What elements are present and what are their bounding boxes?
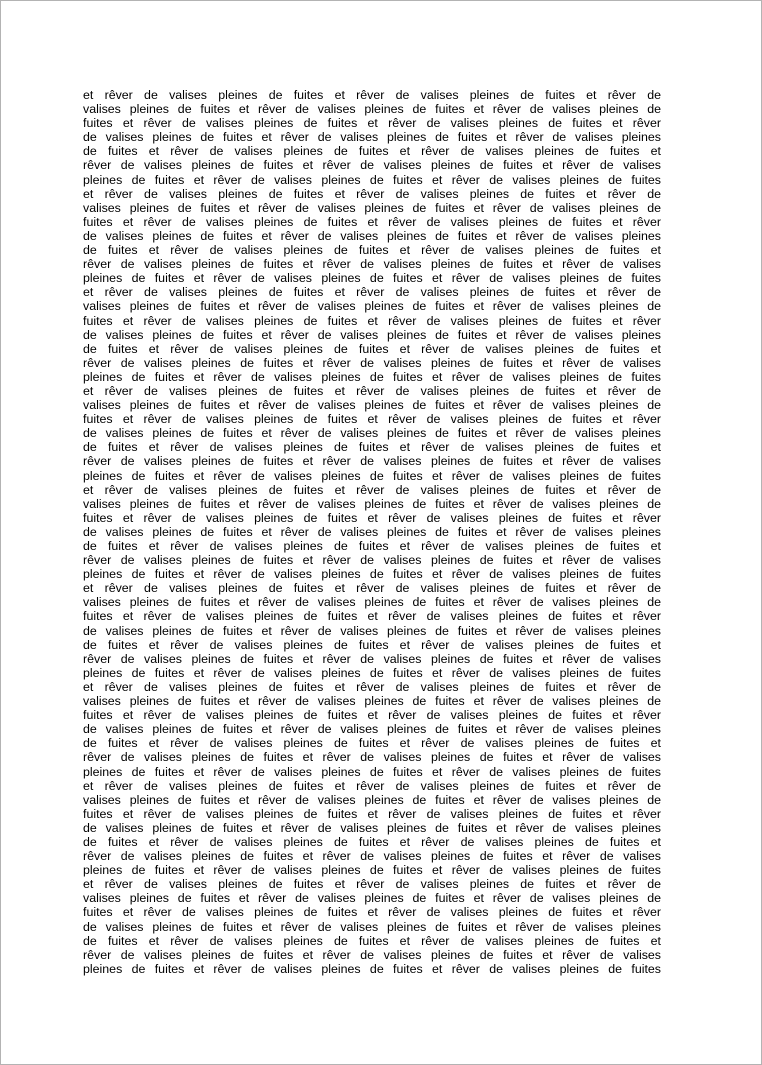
text-line: valises pleines de fuites et rêver de valises pleines de fuites et rêver de valises pleines de [83, 891, 661, 906]
text-line: valises pleines de fuites et rêver de valises pleines de fuites et rêver de valises pleines de [83, 299, 661, 314]
text-line: rêver de valises pleines de fuites et rêver de valises pleines de fuites et rêver de valises [83, 158, 661, 173]
text-line: et rêver de valises pleines de fuites et rêver de valises pleines de fuites et rêver de [83, 581, 661, 596]
text-line: rêver de valises pleines de fuites et rêver de valises pleines de fuites et rêver de valises [83, 849, 661, 864]
text-line: de valises pleines de fuites et rêver de valises pleines de fuites et rêver de valises pleines [83, 623, 661, 638]
text-line: fuites et rêver de valises pleines de fuites et rêver de valises pleines de fuites et rêver [83, 609, 661, 624]
text-line: de fuites et rêver de valises pleines de fuites et rêver de valises pleines de fuites et [83, 144, 661, 159]
text-line: rêver de valises pleines de fuites et rêver de valises pleines de fuites et rêver de valises [83, 750, 661, 765]
text-line: de valises pleines de fuites et rêver de valises pleines de fuites et rêver de valises pleines [83, 426, 661, 441]
text-line: de valises pleines de fuites et rêver de valises pleines de fuites et rêver de valises pleines [83, 228, 661, 243]
text-line: fuites et rêver de valises pleines de fuites et rêver de valises pleines de fuites et rêver [83, 708, 661, 723]
text-line: valises pleines de fuites et rêver de valises pleines de fuites et rêver de valises pleines de [83, 694, 661, 709]
text-line: pleines de fuites et rêver de valises pleines de fuites et rêver de valises pleines de fuites [83, 468, 661, 483]
text-line: fuites et rêver de valises pleines de fuites et rêver de valises pleines de fuites et rêver [83, 905, 661, 920]
text-line: fuites et rêver de valises pleines de fuites et rêver de valises pleines de fuites et rêver [83, 510, 661, 525]
text-line: et rêver de valises pleines de fuites et rêver de valises pleines de fuites et rêver de [83, 88, 661, 102]
text-line: de valises pleines de fuites et rêver de valises pleines de fuites et rêver de valises pleines [83, 130, 661, 145]
text-line: pleines de fuites et rêver de valises pleines de fuites et rêver de valises pleines de fuites [83, 961, 661, 976]
text-line: rêver de valises pleines de fuites et rêver de valises pleines de fuites et rêver de valises [83, 553, 661, 568]
text-line: pleines de fuites et rêver de valises pleines de fuites et rêver de valises pleines de fuites [83, 764, 661, 779]
text-line: de fuites et rêver de valises pleines de fuites et rêver de valises pleines de fuites et [83, 834, 661, 849]
text-line: et rêver de valises pleines de fuites et rêver de valises pleines de fuites et rêver de [83, 186, 661, 201]
text-line: pleines de fuites et rêver de valises pleines de fuites et rêver de valises pleines de fuites [83, 665, 661, 680]
text-line: de fuites et rêver de valises pleines de fuites et rêver de valises pleines de fuites et [83, 440, 661, 455]
text-line: de valises pleines de fuites et rêver de valises pleines de fuites et rêver de valises pleines [83, 722, 661, 737]
text-line: valises pleines de fuites et rêver de valises pleines de fuites et rêver de valises pleines de [83, 102, 661, 117]
text-line: fuites et rêver de valises pleines de fuites et rêver de valises pleines de fuites et rêver [83, 412, 661, 427]
text-line: fuites et rêver de valises pleines de fuites et rêver de valises pleines de fuites et rêver [83, 806, 661, 821]
text-line: de fuites et rêver de valises pleines de fuites et rêver de valises pleines de fuites et [83, 539, 661, 553]
text-line: et rêver de valises pleines de fuites et rêver de valises pleines de fuites et rêver de [83, 383, 661, 398]
text-line: de fuites et rêver de valises pleines de fuites et rêver de valises pleines de fuites et [83, 736, 661, 751]
text-line: de fuites et rêver de valises pleines de fuites et rêver de valises pleines de fuites et [83, 243, 661, 258]
text-line: pleines de fuites et rêver de valises pleines de fuites et rêver de valises pleines de fuites [83, 567, 661, 582]
text-line: fuites et rêver de valises pleines de fuites et rêver de valises pleines de fuites et rêver [83, 214, 661, 229]
text-line: et rêver de valises pleines de fuites et rêver de valises pleines de fuites et rêver de [83, 285, 661, 300]
text-line: et rêver de valises pleines de fuites et rêver de valises pleines de fuites et rêver de [83, 778, 661, 793]
text-line: pleines de fuites et rêver de valises pleines de fuites et rêver de valises pleines de fuites [83, 369, 661, 384]
text-line: fuites et rêver de valises pleines de fuites et rêver de valises pleines de fuites et rêver [83, 313, 661, 328]
text-line: valises pleines de fuites et rêver de valises pleines de fuites et rêver de valises pleines de [83, 496, 661, 511]
text-line: de fuites et rêver de valises pleines de fuites et rêver de valises pleines de fuites et [83, 933, 661, 948]
text-line: pleines de fuites et rêver de valises pleines de fuites et rêver de valises pleines de fuites [83, 271, 661, 286]
text-line: fuites et rêver de valises pleines de fuites et rêver de valises pleines de fuites et rêver [83, 116, 661, 131]
text-line: de fuites et rêver de valises pleines de fuites et rêver de valises pleines de fuites et [83, 341, 661, 356]
text-line: rêver de valises pleines de fuites et rêver de valises pleines de fuites et rêver de valises [83, 947, 661, 962]
text-line: rêver de valises pleines de fuites et rêver de valises pleines de fuites et rêver de valises [83, 257, 661, 272]
text-line: rêver de valises pleines de fuites et rêver de valises pleines de fuites et rêver de valises [83, 454, 661, 469]
text-line: et rêver de valises pleines de fuites et rêver de valises pleines de fuites et rêver de [83, 877, 661, 892]
text-line: rêver de valises pleines de fuites et rêver de valises pleines de fuites et rêver de valises [83, 651, 661, 666]
text-line: et rêver de valises pleines de fuites et rêver de valises pleines de fuites et rêver de [83, 482, 661, 497]
text-line: et rêver de valises pleines de fuites et rêver de valises pleines de fuites et rêver de [83, 679, 661, 694]
text-line: valises pleines de fuites et rêver de valises pleines de fuites et rêver de valises pleines de [83, 595, 661, 610]
text-line: rêver de valises pleines de fuites et rêver de valises pleines de fuites et rêver de valises [83, 355, 661, 370]
text-line: de valises pleines de fuites et rêver de valises pleines de fuites et rêver de valises pleines [83, 919, 661, 934]
text-line: de valises pleines de fuites et rêver de valises pleines de fuites et rêver de valises pleines [83, 524, 661, 539]
text-line: de valises pleines de fuites et rêver de valises pleines de fuites et rêver de valises pleines [83, 820, 661, 835]
text-line: pleines de fuites et rêver de valises pleines de fuites et rêver de valises pleines de fuites [83, 172, 661, 187]
text-line: pleines de fuites et rêver de valises pleines de fuites et rêver de valises pleines de fuites [83, 863, 661, 878]
text-line: valises pleines de fuites et rêver de valises pleines de fuites et rêver de valises pleines de [83, 200, 661, 215]
body-text [83, 88, 661, 976]
text-line: de valises pleines de fuites et rêver de valises pleines de fuites et rêver de valises pleines [83, 327, 661, 342]
text-line: valises pleines de fuites et rêver de valises pleines de fuites et rêver de valises pleines de [83, 398, 661, 413]
text-line: de fuites et rêver de valises pleines de fuites et rêver de valises pleines de fuites et [83, 637, 661, 652]
text-line: valises pleines de fuites et rêver de valises pleines de fuites et rêver de valises pleines de [83, 792, 661, 807]
